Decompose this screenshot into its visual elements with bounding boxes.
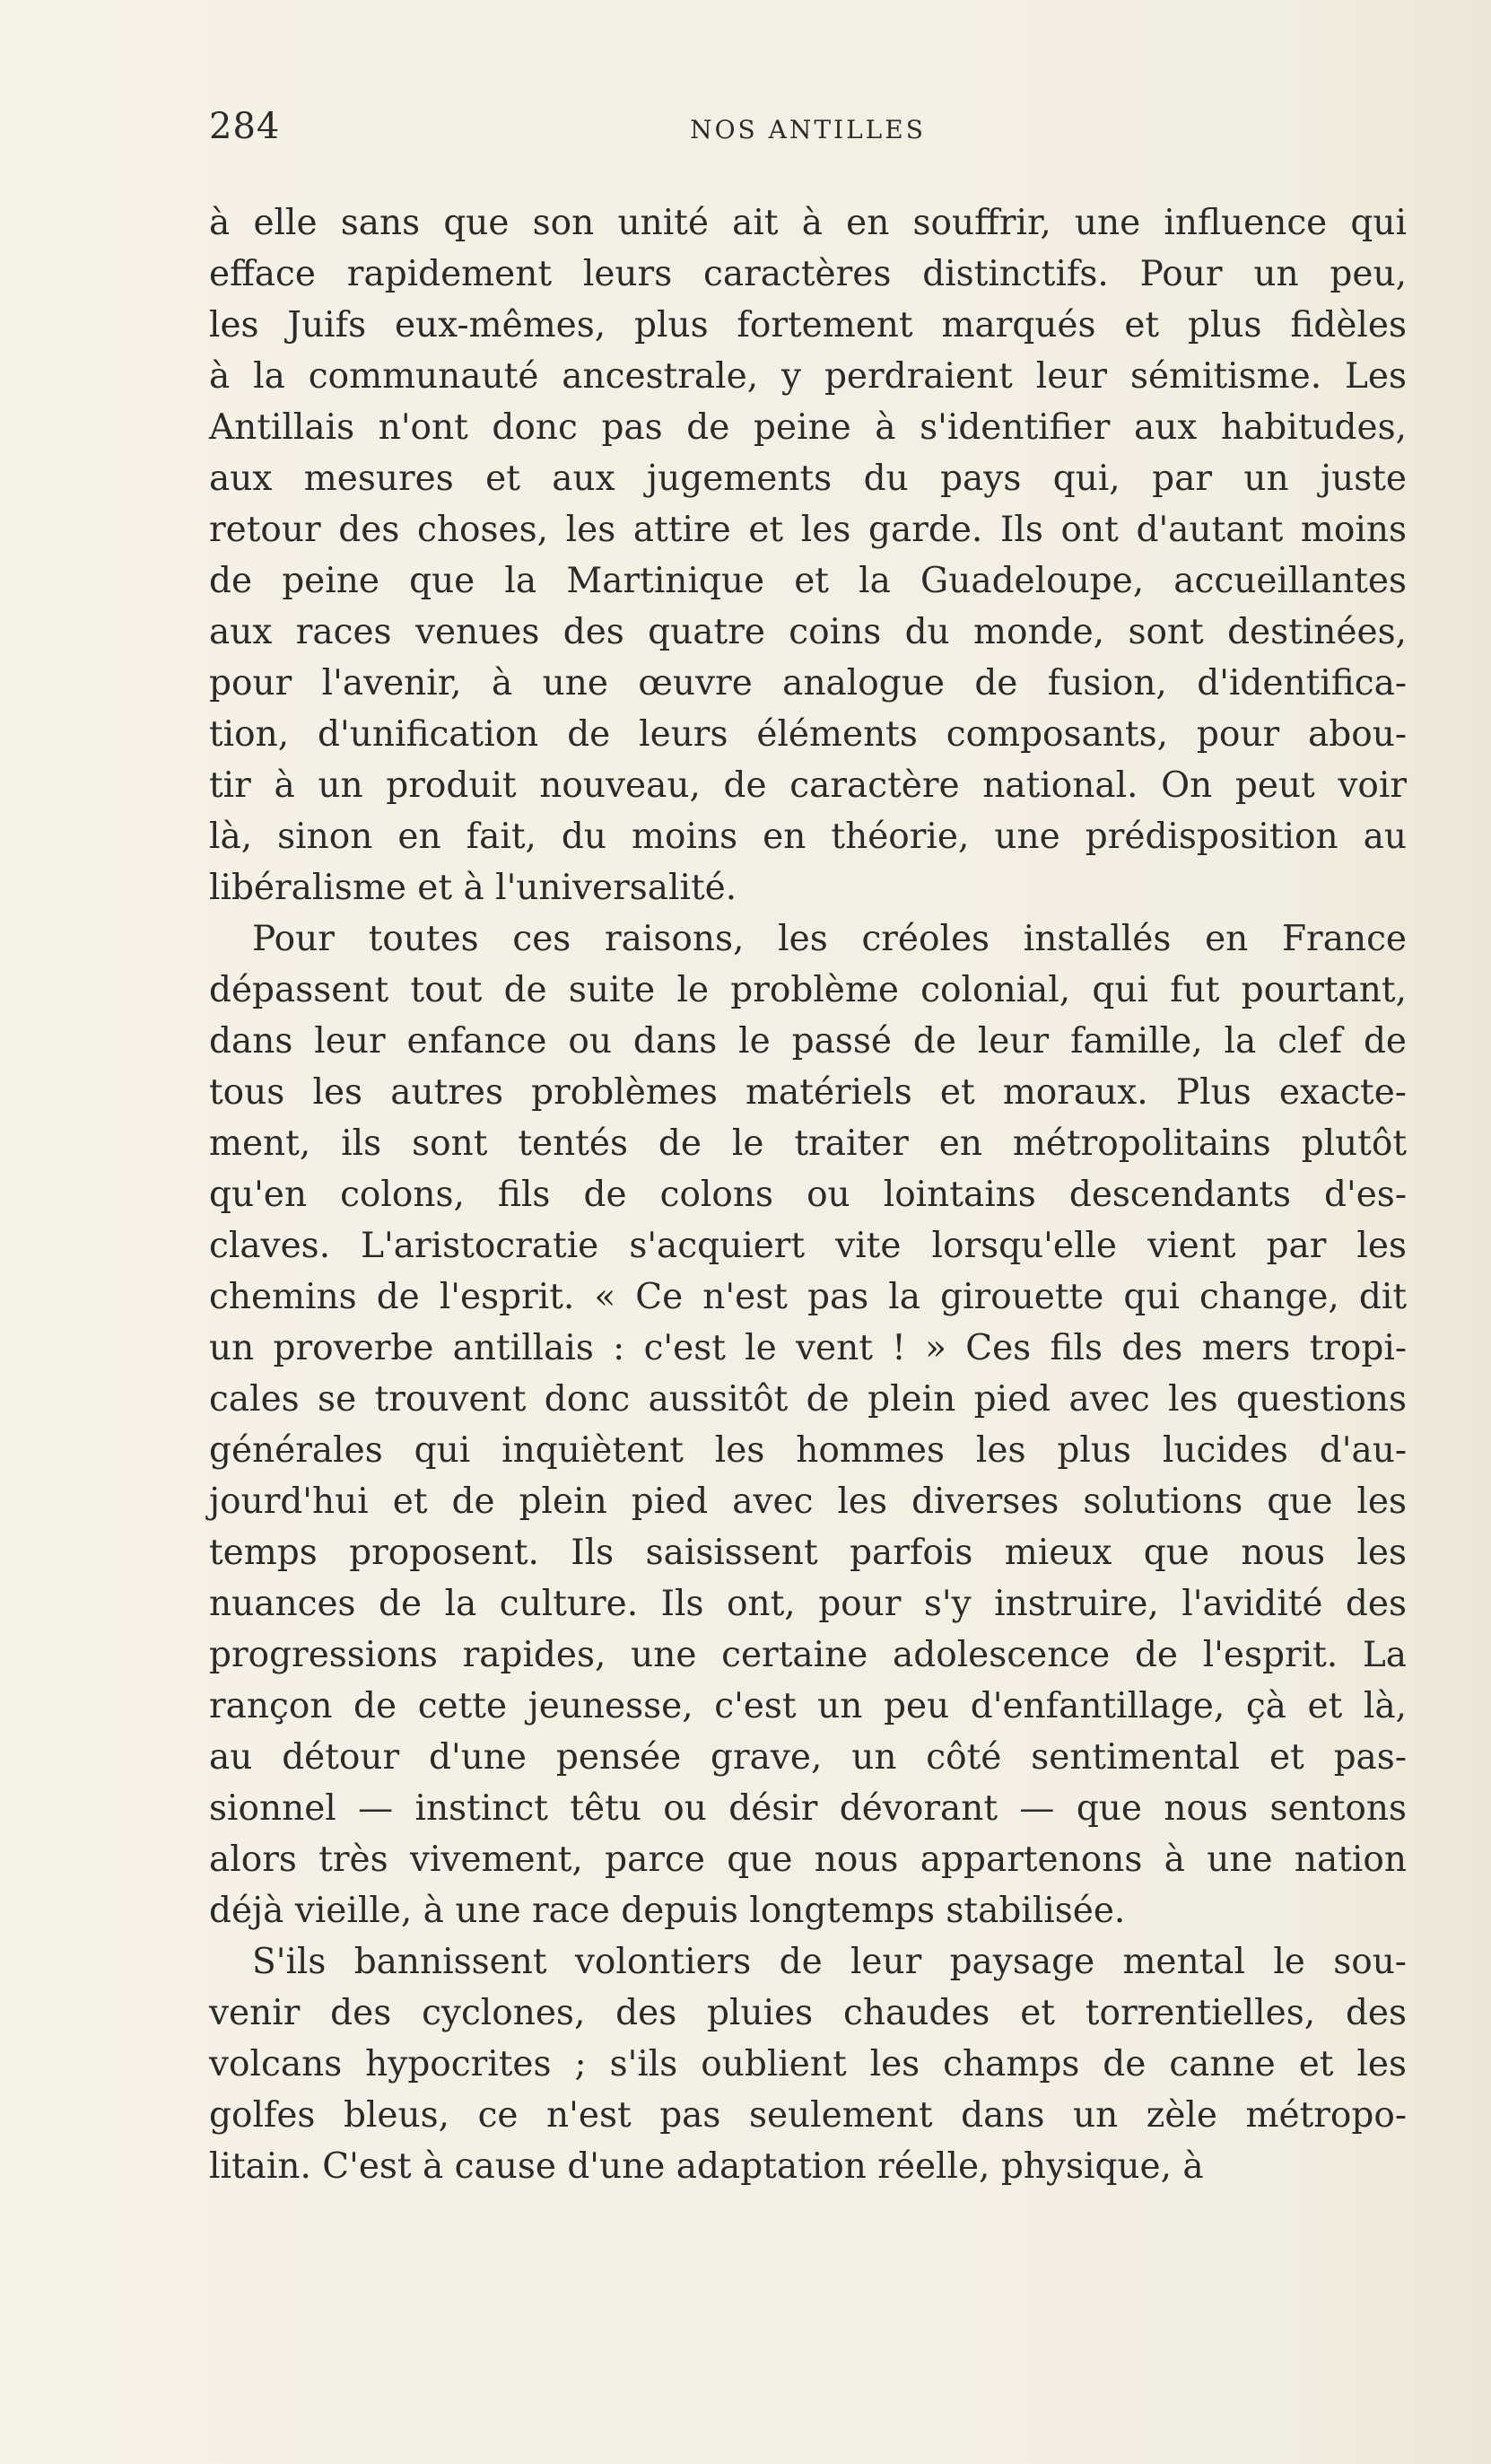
- text-line: S'ils bannissent volontiers de leur paysage mental le sou-: [252, 1942, 1407, 1982]
- text-line: tir à un produit nouveau, de caractère national. On peut voir: [209, 765, 1407, 806]
- text-line: dans leur enfance ou dans le passé de leur famille, la clef de: [209, 1021, 1407, 1062]
- text-line: nuances de la culture. Ils ont, pour s'y instruire, l'avidité des: [209, 1584, 1407, 1624]
- text-line: déjà vieille, à une race depuis longtemps stabilisée.: [209, 1891, 1126, 1931]
- text-line: efface rapidement leurs caractères distinctifs. Pour un peu,: [209, 254, 1407, 294]
- page-header: [209, 106, 1407, 160]
- text-line: litain. C'est à cause d'une adaptation réelle, physique, à: [209, 2146, 1204, 2187]
- text-line: un proverbe antillais : c'est le vent ! » Ces fils des mers tropi-: [209, 1328, 1407, 1368]
- text-line: au détour d'une pensée grave, un côté sentimental et pas-: [209, 1737, 1407, 1778]
- text-line: pour l'avenir, à une œuvre analogue de fusion, d'identifica-: [209, 663, 1407, 703]
- text-line: à elle sans que son unité ait à en souffrir, une influence qui: [209, 203, 1407, 243]
- text-line: aux races venues des quatre coins du monde, sont destinées,: [209, 612, 1407, 652]
- running-head: NOS ANTILLES: [690, 115, 926, 144]
- paragraph: [209, 913, 1407, 1936]
- text-line: sionnel — instinct têtu ou désir dévorant — que nous sentons: [209, 1788, 1407, 1829]
- text-line: venir des cyclones, des pluies chaudes et torrentielles, des: [209, 1993, 1407, 2033]
- text-line: volcans hypocrites ; s'ils oublient les champs de canne et les: [209, 2044, 1407, 2084]
- paragraph: [209, 197, 1407, 913]
- text-line: claves. L'aristocratie s'acquiert vite lorsqu'elle vient par les: [209, 1226, 1407, 1266]
- body-text: [209, 197, 1407, 2192]
- text-line: jourd'hui et de plein pied avec les diverses solutions que les: [209, 1481, 1407, 1522]
- text-line: qu'en colons, fils de colons ou lointains descendants d'es-: [209, 1175, 1407, 1215]
- text-line: dépassent tout de suite le problème colonial, qui fut pourtant,: [209, 970, 1407, 1010]
- page-number: 284: [209, 106, 281, 147]
- text-line: rançon de cette jeunesse, c'est un peu d'enfantillage, çà et là,: [209, 1686, 1407, 1726]
- text-line: de peine que la Martinique et la Guadeloupe, accueillantes: [209, 561, 1407, 601]
- text-line: là, sinon en fait, du moins en théorie, une prédisposition au: [209, 817, 1407, 857]
- text-line: alors très vivement, parce que nous appartenons à une nation: [209, 1839, 1407, 1880]
- text-line: générales qui inquiètent les hommes les plus lucides d'au-: [209, 1430, 1407, 1471]
- text-line: à la communauté ancestrale, y perdraient leur sémitisme. Les: [209, 356, 1407, 397]
- text-line: libéralisme et à l'universalité.: [209, 868, 737, 908]
- text-line: retour des choses, les attire et les garde. Ils ont d'autant moins: [209, 510, 1407, 550]
- text-line: tion, d'unification de leurs éléments composants, pour abou-: [209, 714, 1407, 755]
- text-line: progressions rapides, une certaine adolescence de l'esprit. La: [209, 1635, 1407, 1675]
- text-line: chemins de l'esprit. « Ce n'est pas la girouette qui change, dit: [209, 1277, 1407, 1317]
- paragraph: [209, 1936, 1407, 2192]
- text-line: aux mesures et aux jugements du pays qui, par un juste: [209, 459, 1407, 499]
- text-line: Pour toutes ces raisons, les créoles installés en France: [252, 919, 1407, 959]
- text-line: temps proposent. Ils saisissent parfois mieux que nous les: [209, 1533, 1407, 1573]
- text-line: ment, ils sont tentés de le traiter en métropolitains plutôt: [209, 1123, 1407, 1164]
- text-line: tous les autres problèmes matériels et moraux. Plus exacte-: [209, 1072, 1407, 1113]
- text-line: les Juifs eux-mêmes, plus fortement marqués et plus fidèles: [209, 305, 1407, 345]
- text-line: Antillais n'ont donc pas de peine à s'identifier aux habitudes,: [209, 407, 1407, 448]
- text-line: golfes bleus, ce n'est pas seulement dans un zèle métropo-: [209, 2095, 1407, 2136]
- text-line: cales se trouvent donc aussitôt de plein pied avec les questions: [209, 1379, 1407, 1420]
